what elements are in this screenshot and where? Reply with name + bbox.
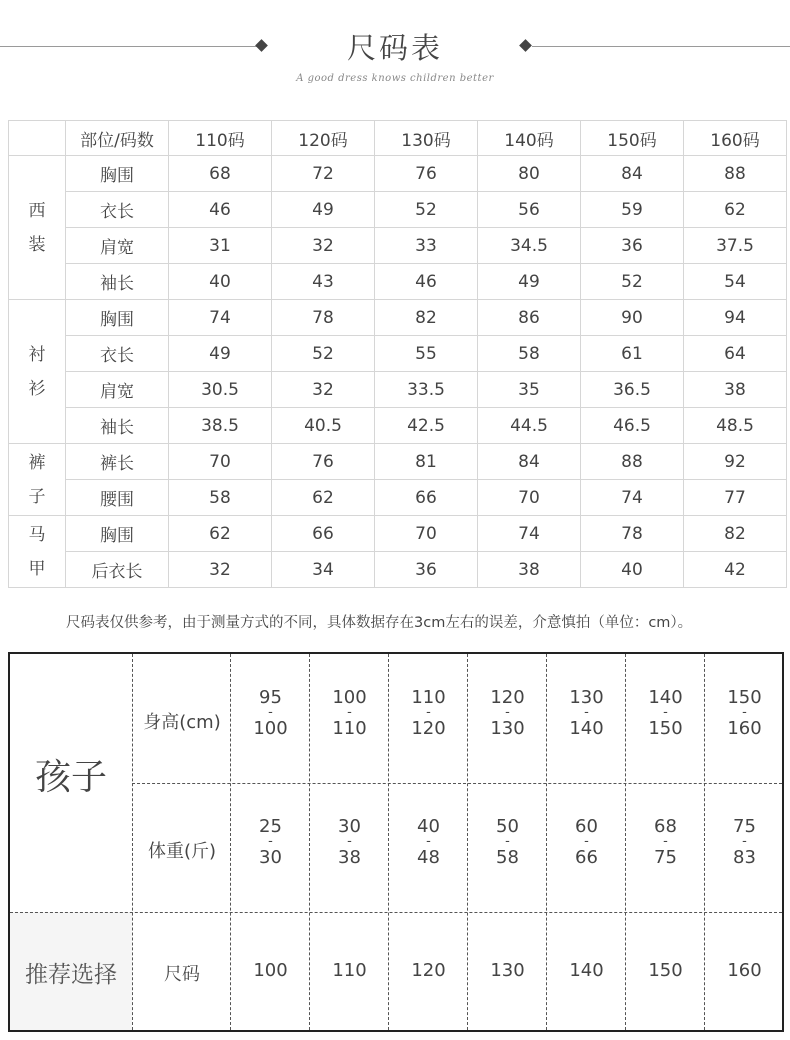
measure-value: 70 [169,444,272,480]
measure-value: 46 [169,192,272,228]
weight-range-to: 58 [496,847,519,868]
measure-value: 31 [169,228,272,264]
measure-value: 33.5 [375,372,478,408]
garment-category [9,156,66,300]
recommended-size: 160 [727,960,762,981]
part-size-header: 部位/码数 [66,121,169,156]
height-range-from: 120 [490,687,525,708]
measure-value: 33 [375,228,478,264]
height-range-to: 130 [490,718,525,739]
measure-value: 56 [478,192,581,228]
range-dash: - [663,834,668,849]
recommended-size: 130 [490,960,525,981]
size-table-row [9,264,787,300]
size-header: 150码 [581,121,684,156]
measure-value: 94 [684,300,787,336]
height-range [310,687,389,739]
size-label: 尺码 [164,964,200,985]
size-table-row [9,156,787,192]
measure-value: 76 [272,444,375,480]
weight-range-to: 38 [338,847,361,868]
measure-value: 36.5 [581,372,684,408]
measure-value: 52 [375,192,478,228]
measure-value: 77 [684,480,787,516]
height-range-to: 120 [411,718,446,739]
weight-range [231,816,310,868]
measure-value: 64 [684,336,787,372]
page-header [0,0,790,100]
recommended-size: 150 [648,960,683,981]
corner-cell [9,121,66,156]
size-table-row [9,228,787,264]
grid-line [132,783,782,784]
range-dash: - [742,834,747,849]
measure-part: 衣长 [66,192,169,228]
recommended-size: 140 [569,960,604,981]
weight-range-to: 75 [654,847,677,868]
weight-range-from: 25 [259,816,282,837]
size-header: 160码 [684,121,787,156]
height-range-from: 95 [259,687,282,708]
measure-value: 62 [684,192,787,228]
measure-value: 74 [478,516,581,552]
measure-value: 44.5 [478,408,581,444]
pick-label-cell [10,912,132,1030]
measure-part: 肩宽 [66,372,169,408]
measure-value: 30.5 [169,372,272,408]
range-dash: - [505,834,510,849]
height-range-from: 100 [332,687,367,708]
height-range [705,687,784,739]
measure-value: 80 [478,156,581,192]
range-dash: - [505,705,510,720]
size-table-row [9,192,787,228]
weight-range [389,816,468,868]
size-header: 110码 [169,121,272,156]
measure-value: 70 [478,480,581,516]
measure-value: 43 [272,264,375,300]
measure-value: 35 [478,372,581,408]
measure-value: 52 [581,264,684,300]
measure-value: 61 [581,336,684,372]
height-range-to: 110 [332,718,367,739]
size-table-row [9,336,787,372]
weight-range-from: 60 [575,816,598,837]
measure-value: 32 [169,552,272,588]
measure-value: 52 [272,336,375,372]
height-range-from: 130 [569,687,604,708]
range-dash: - [347,705,352,720]
measure-value: 36 [581,228,684,264]
measure-part: 胸围 [66,156,169,192]
size-table [8,120,787,588]
measure-value: 76 [375,156,478,192]
kid-label: 孩子 [34,757,107,798]
weight-range-to: 48 [417,847,440,868]
garment-category [9,516,66,588]
measure-value: 49 [272,192,375,228]
measure-value: 86 [478,300,581,336]
pick-label: 推荐选择 [25,962,117,988]
size-table-row [9,408,787,444]
measure-value: 42 [684,552,787,588]
measure-value: 38 [684,372,787,408]
range-dash: - [584,834,589,849]
height-range-to: 100 [253,718,288,739]
measure-value: 58 [478,336,581,372]
size-table-row [9,552,787,588]
weight-range-from: 30 [338,816,361,837]
measure-value: 92 [684,444,787,480]
measure-value: 88 [581,444,684,480]
measure-value: 38 [478,552,581,588]
garment-category-label: 衬 衫 [28,344,46,399]
measure-value: 54 [684,264,787,300]
range-dash: - [584,705,589,720]
measure-value: 78 [272,300,375,336]
recommended-size: 110 [332,960,367,981]
measure-value: 46 [375,264,478,300]
measure-part: 裤长 [66,444,169,480]
garment-category-label: 西 装 [28,200,46,255]
size-table-header-row [9,121,787,156]
measure-value: 40.5 [272,408,375,444]
height-label: 身高(cm) [143,712,221,733]
recommend-table [8,652,784,1032]
garment-category [9,300,66,444]
page-title: 尺码表 [346,31,443,65]
range-dash: - [268,834,273,849]
weight-range-to: 66 [575,847,598,868]
measure-value: 88 [684,156,787,192]
measure-part: 胸围 [66,516,169,552]
measure-value: 38.5 [169,408,272,444]
weight-range-from: 40 [417,816,440,837]
measure-value: 32 [272,228,375,264]
measure-value: 66 [375,480,478,516]
size-header: 120码 [272,121,375,156]
weight-range [626,816,705,868]
size-header: 140码 [478,121,581,156]
measure-value: 84 [478,444,581,480]
measure-value: 84 [581,156,684,192]
measure-value: 81 [375,444,478,480]
size-table-row [9,372,787,408]
weight-range-from: 68 [654,816,677,837]
recommended-size: 100 [253,960,288,981]
measure-value: 34.5 [478,228,581,264]
height-range [626,687,705,739]
weight-range [310,816,389,868]
height-range-to: 150 [648,718,683,739]
measure-value: 55 [375,336,478,372]
measure-value: 32 [272,372,375,408]
measure-part: 肩宽 [66,228,169,264]
measure-value: 70 [375,516,478,552]
page-subtitle: A good dress knows children better [296,73,494,84]
range-dash: - [268,705,273,720]
range-dash: - [426,834,431,849]
measure-part: 衣长 [66,336,169,372]
measure-value: 78 [581,516,684,552]
measure-part: 胸围 [66,300,169,336]
measure-value: 62 [272,480,375,516]
garment-category [9,444,66,516]
weight-label: 体重(斤) [147,841,217,862]
measure-part: 袖长 [66,408,169,444]
measure-value: 49 [478,264,581,300]
height-range-from: 150 [727,687,762,708]
height-range [389,687,468,739]
measure-value: 66 [272,516,375,552]
weight-range [547,816,626,868]
range-dash: - [347,834,352,849]
header-rule-right [532,46,790,47]
height-range-from: 110 [411,687,446,708]
measure-value: 49 [169,336,272,372]
garment-category-label: 马 甲 [28,524,46,579]
size-table-row [9,516,787,552]
height-range-to: 140 [569,718,604,739]
measure-value: 36 [375,552,478,588]
size-note: 尺码表仅供参考，由于测量方式的不同，具体数据存在3cm左右的误差，介意慎拍（单位：cm）。 [66,615,693,631]
range-dash: - [426,705,431,720]
weight-range [705,816,784,868]
grid-line [10,912,782,913]
size-table-row [9,480,787,516]
measure-value: 74 [169,300,272,336]
measure-value: 74 [581,480,684,516]
measure-value: 40 [581,552,684,588]
measure-part: 腰围 [66,480,169,516]
height-range-to: 160 [727,718,762,739]
measure-part: 后衣长 [66,552,169,588]
measure-value: 58 [169,480,272,516]
measure-value: 48.5 [684,408,787,444]
recommended-size: 120 [411,960,446,981]
measure-value: 46.5 [581,408,684,444]
height-range-from: 140 [648,687,683,708]
range-dash: - [663,705,668,720]
height-range [547,687,626,739]
weight-range [468,816,547,868]
measure-value: 34 [272,552,375,588]
size-table-row [9,300,787,336]
measure-value: 82 [375,300,478,336]
measure-part: 袖长 [66,264,169,300]
measure-value: 82 [684,516,787,552]
measure-value: 68 [169,156,272,192]
size-header: 130码 [375,121,478,156]
measure-value: 37.5 [684,228,787,264]
kid-label-cell [10,654,132,912]
weight-range-to: 83 [733,847,756,868]
measure-value: 72 [272,156,375,192]
weight-range-from: 50 [496,816,519,837]
measure-value: 62 [169,516,272,552]
weight-range-from: 75 [733,816,756,837]
height-range [231,687,310,739]
range-dash: - [742,705,747,720]
height-range [468,687,547,739]
measure-value: 42.5 [375,408,478,444]
measure-value: 40 [169,264,272,300]
weight-range-to: 30 [259,847,282,868]
size-table-row [9,444,787,480]
garment-category-label: 裤 子 [28,452,46,507]
measure-value: 59 [581,192,684,228]
measure-value: 90 [581,300,684,336]
